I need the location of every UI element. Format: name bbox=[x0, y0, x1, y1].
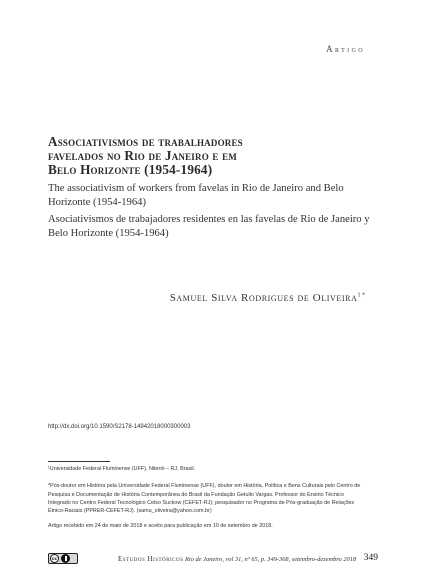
received-accepted-note: Artigo recebido em 24 de maio de 2018 e aceito para publicação em 10 de setembro de 2018. bbox=[48, 523, 273, 530]
journal-name: Estudos Históricos bbox=[118, 555, 184, 563]
author-name: Samuel Silva Rodrigues de Oliveira bbox=[169, 292, 358, 304]
title-block bbox=[48, 135, 378, 241]
footnotes bbox=[48, 465, 366, 531]
title-portuguese bbox=[48, 135, 378, 178]
page-footer bbox=[48, 551, 378, 567]
title-line: Associativismos de trabalhadores bbox=[48, 134, 243, 149]
footnote-affiliation: ¹Universidade Federal Fluminense (UFF), Niterói – RJ, Brasil. bbox=[48, 466, 196, 472]
page-number: 349 bbox=[363, 553, 378, 563]
journal-details: Rio de Janeiro, vol 31, nº 65, p. 349-368, setembro-dezembro 2018 bbox=[184, 556, 357, 563]
title-line: Belo Horizonte (1954-1964) bbox=[48, 162, 213, 178]
journal-citation bbox=[118, 555, 356, 563]
author-footnote-marks: 1 * bbox=[357, 292, 365, 299]
author-line bbox=[170, 292, 365, 304]
footnote-divider bbox=[48, 461, 110, 462]
title-spanish: Asociativismos de trabajadores residentes en las favelas de Rio de Janeiro y Belo Horizonte (1954-1964) bbox=[48, 214, 370, 240]
doi-link[interactable]: http://dx.doi.org/10.1590/S2178-14942018000300003 bbox=[48, 424, 191, 430]
cc-license-badge[interactable] bbox=[48, 553, 78, 564]
creative-commons-icon: cc bbox=[50, 554, 59, 563]
title-line: favelados no Rio de Janeiro e em bbox=[48, 148, 237, 164]
section-label: Artigo bbox=[326, 44, 365, 54]
attribution-icon bbox=[61, 554, 70, 563]
footnote-author-bio: *Pós-doutor em História pela Universidade Federal Fluminense (UFF), doutor em História, Política e Bens Culturais pelo Centro de Pesquisa e Documentação de História Contemporânea do Brasil da Fundação Getulio Vargas. Professor do Ensino Técnico Integrado no Centro Federal Tecnológico Celso Suckow (CEFET-RJ); pesquisador no Programa de Pós-graduação de Relações Étnico-Raciais (PPRER-CEFET-RJ). (samu_oliveira@yahoo.com.br) bbox=[48, 483, 361, 515]
title-english: The associativism of workers from favelas in Rio de Janeiro and Belo Horizonte (1954-1964) bbox=[48, 182, 344, 208]
